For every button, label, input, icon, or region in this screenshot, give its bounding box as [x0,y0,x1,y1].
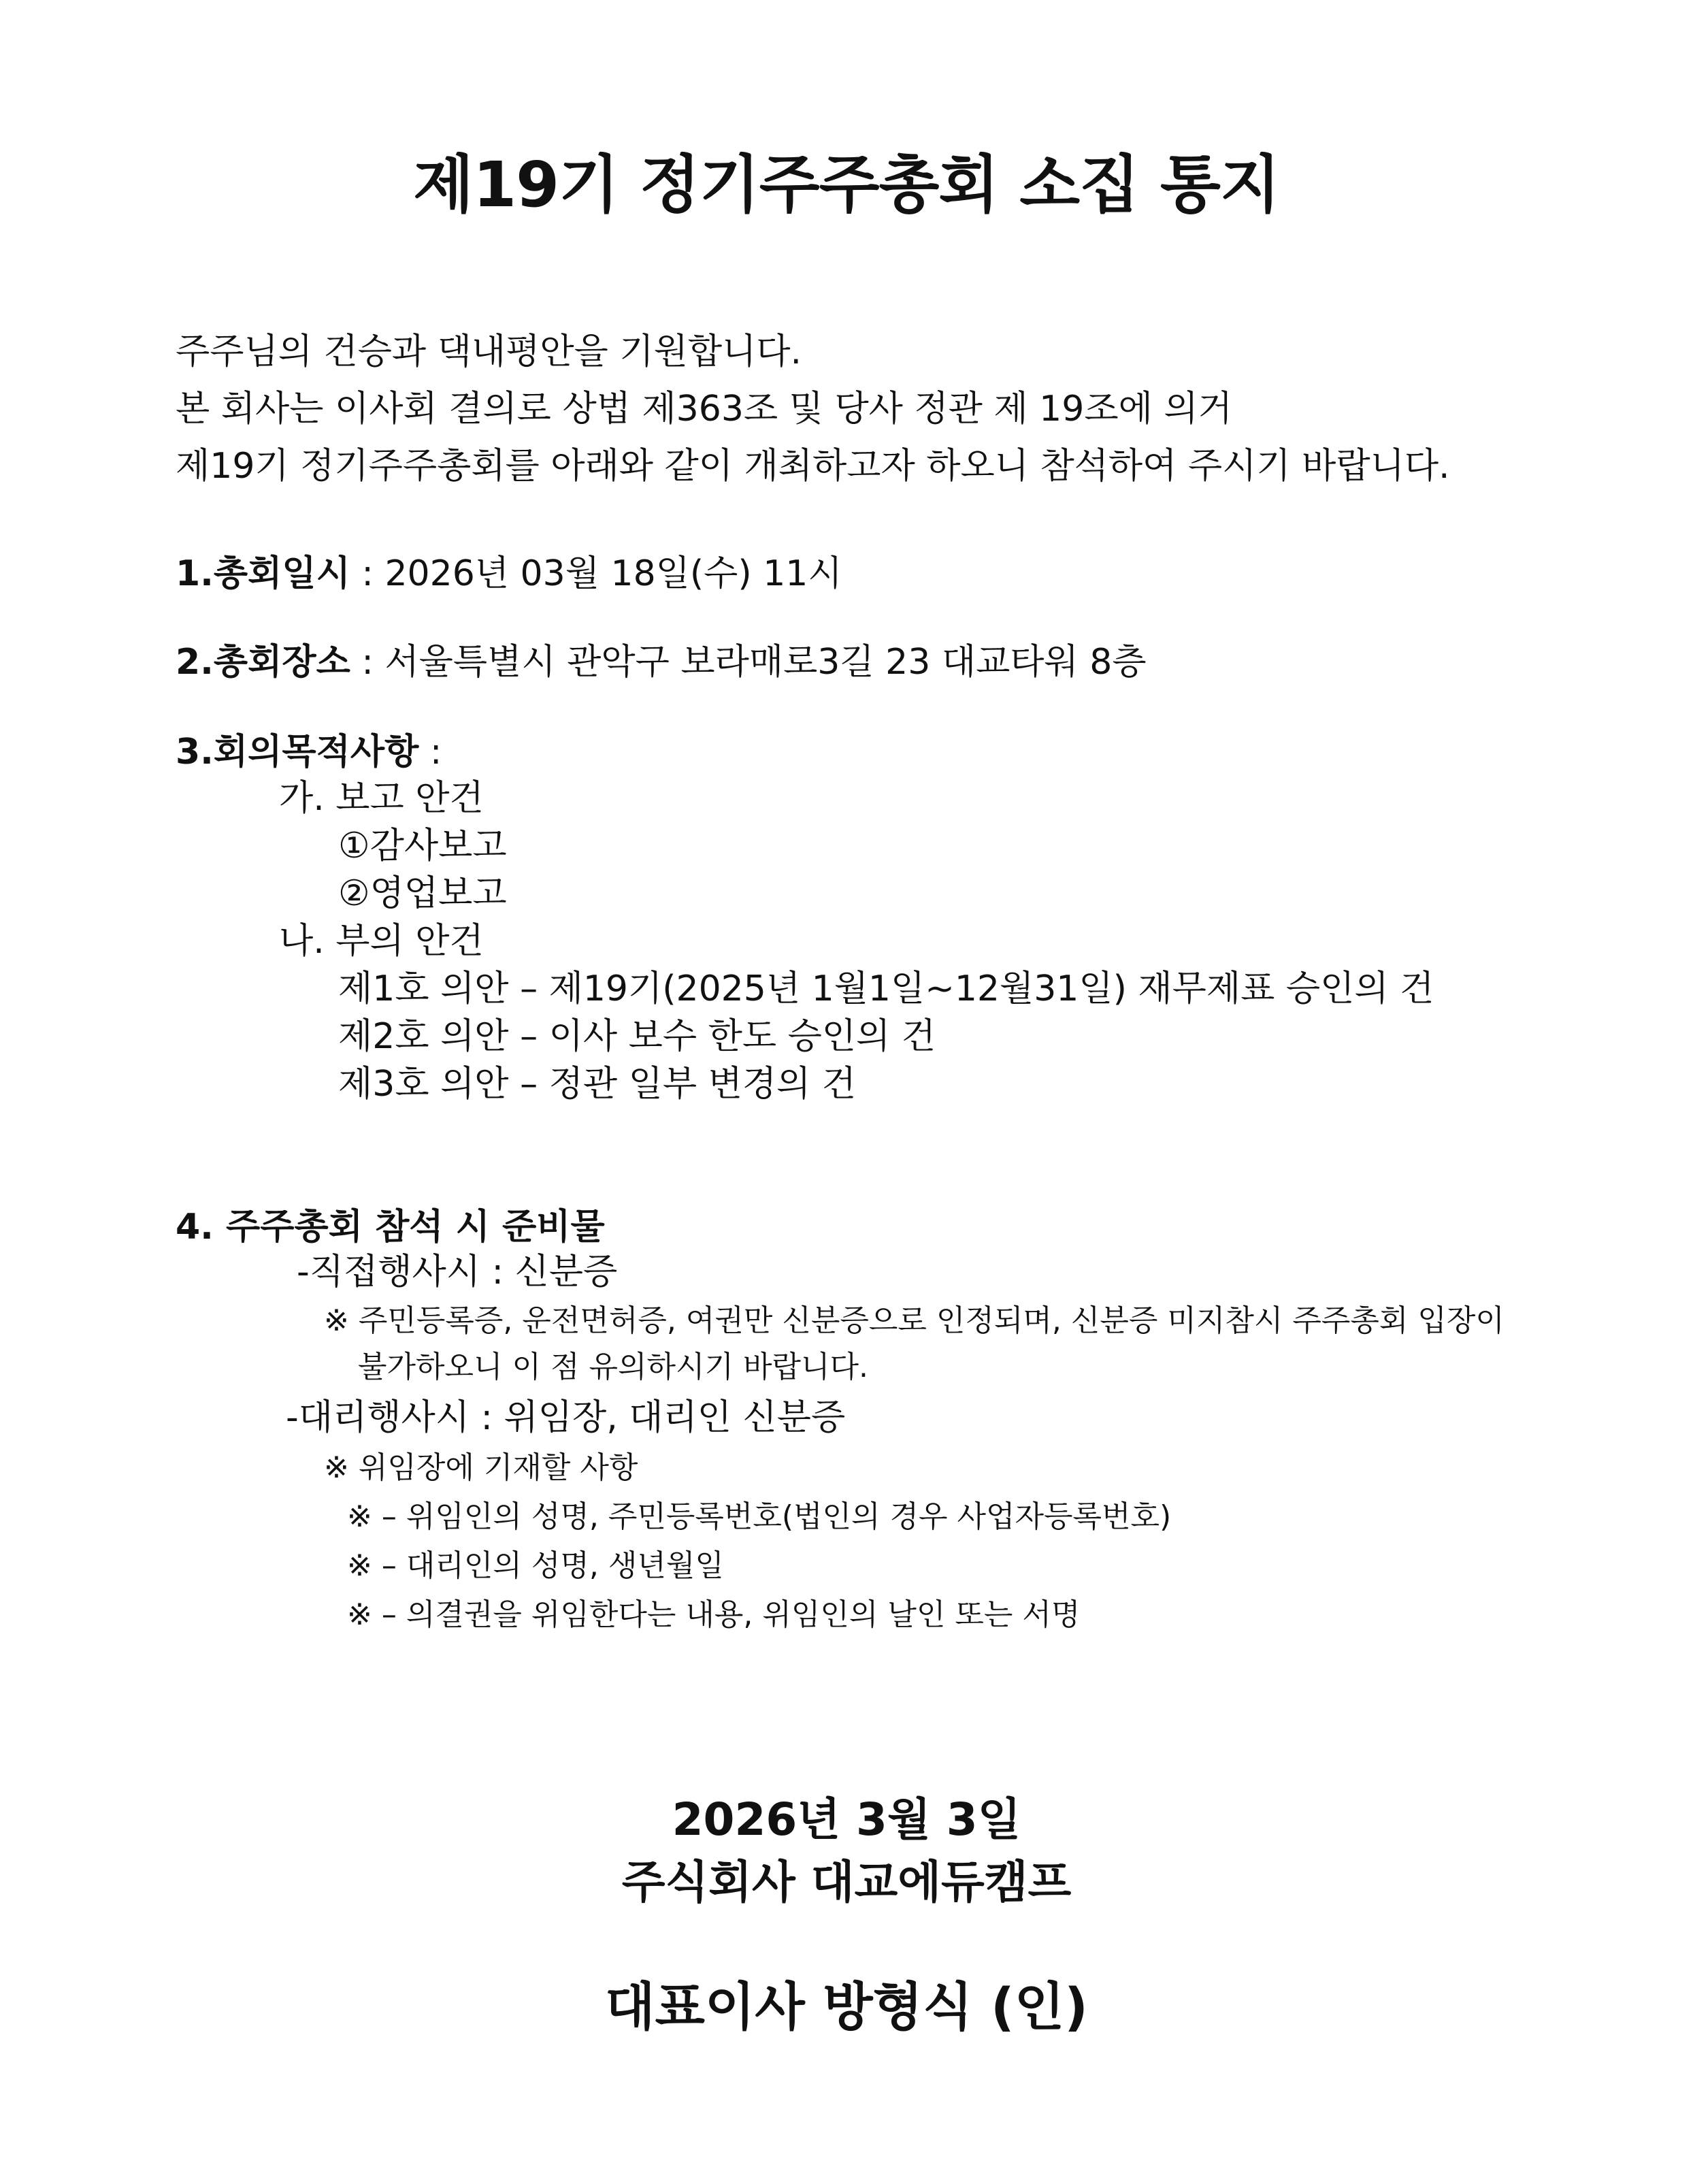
meeting-place [176,633,1147,684]
resolution-heading: 나. 부의 안건 [279,921,484,962]
greeting-line-3: 제19기 정기주주총회를 아래와 같이 개최하고자 하오니 참석하여 주시기 바랍니다. [176,446,1450,487]
direct-note-1: ※ 주민등록증, 운전면허증, 여권만 신분증으로 인정되며, 신분증 미지참시 주주총회 입장이 [324,1303,1505,1338]
agenda-value: : [418,732,442,772]
proxy-item: ※ – 의결권을 위임한다는 내용, 위임인의 날인 또는 서명 [347,1597,1081,1632]
notice-date: 2026년 3월 3일 [672,1793,1021,1846]
proxy-item: ※ – 대리인의 성명, 생년월일 [347,1548,724,1583]
proxy-note: ※ 위임장에 기재할 사항 [324,1450,638,1485]
ceo-signature: 대표이사 방형식 (인) [605,1976,1088,2037]
proxy-exercise: -대리행사시 : 위임장, 대리인 신분증 [286,1397,846,1438]
greeting-line-1: 주주님의 건승과 댁내평안을 기원합니다. [176,331,802,372]
meeting-datetime [176,544,842,596]
report-item: ①감사보고 [338,826,507,866]
company-name: 주식회사 대교에듀캠프 [621,1856,1072,1908]
prep-heading: 4. 주주총회 참석 시 준비물 [176,1207,605,1248]
place-value: : 서울특별시 관악구 보라매로3길 23 대교타워 8층 [350,642,1147,683]
meeting-agenda [176,723,442,774]
direct-exercise: -직접행사시 : 신분증 [297,1252,618,1292]
greeting-line-2: 본 회사는 이사회 결의로 상법 제363조 및 당사 정관 제 19조에 의거 [176,389,1232,429]
direct-note-2: 불가하오니 이 점 유의하시기 바랍니다. [358,1350,868,1384]
datetime-value: : 2026년 03월 18일(수) 11시 [350,553,842,594]
resolution-item: 제1호 의안 – 제19기(2025년 1월1일~12월31일) 재무제표 승인의 건 [338,968,1434,1009]
report-heading: 가. 보고 안건 [279,778,484,819]
proxy-item: ※ – 위임인의 성명, 주민등록번호(법인의 경우 사업자등록번호) [347,1499,1172,1534]
place-label: 2.총회장소 [176,642,350,683]
agenda-label: 3.회의목적사항 [176,732,419,772]
document-title: 제19기 정기주주총회 소집 통지 [413,148,1280,221]
report-item: ②영업보고 [338,873,507,914]
resolution-item: 제3호 의안 – 정관 일부 변경의 건 [338,1064,857,1105]
resolution-item: 제2호 의안 – 이사 보수 한도 승인의 건 [338,1016,936,1057]
datetime-label: 1.총회일시 [176,553,350,594]
